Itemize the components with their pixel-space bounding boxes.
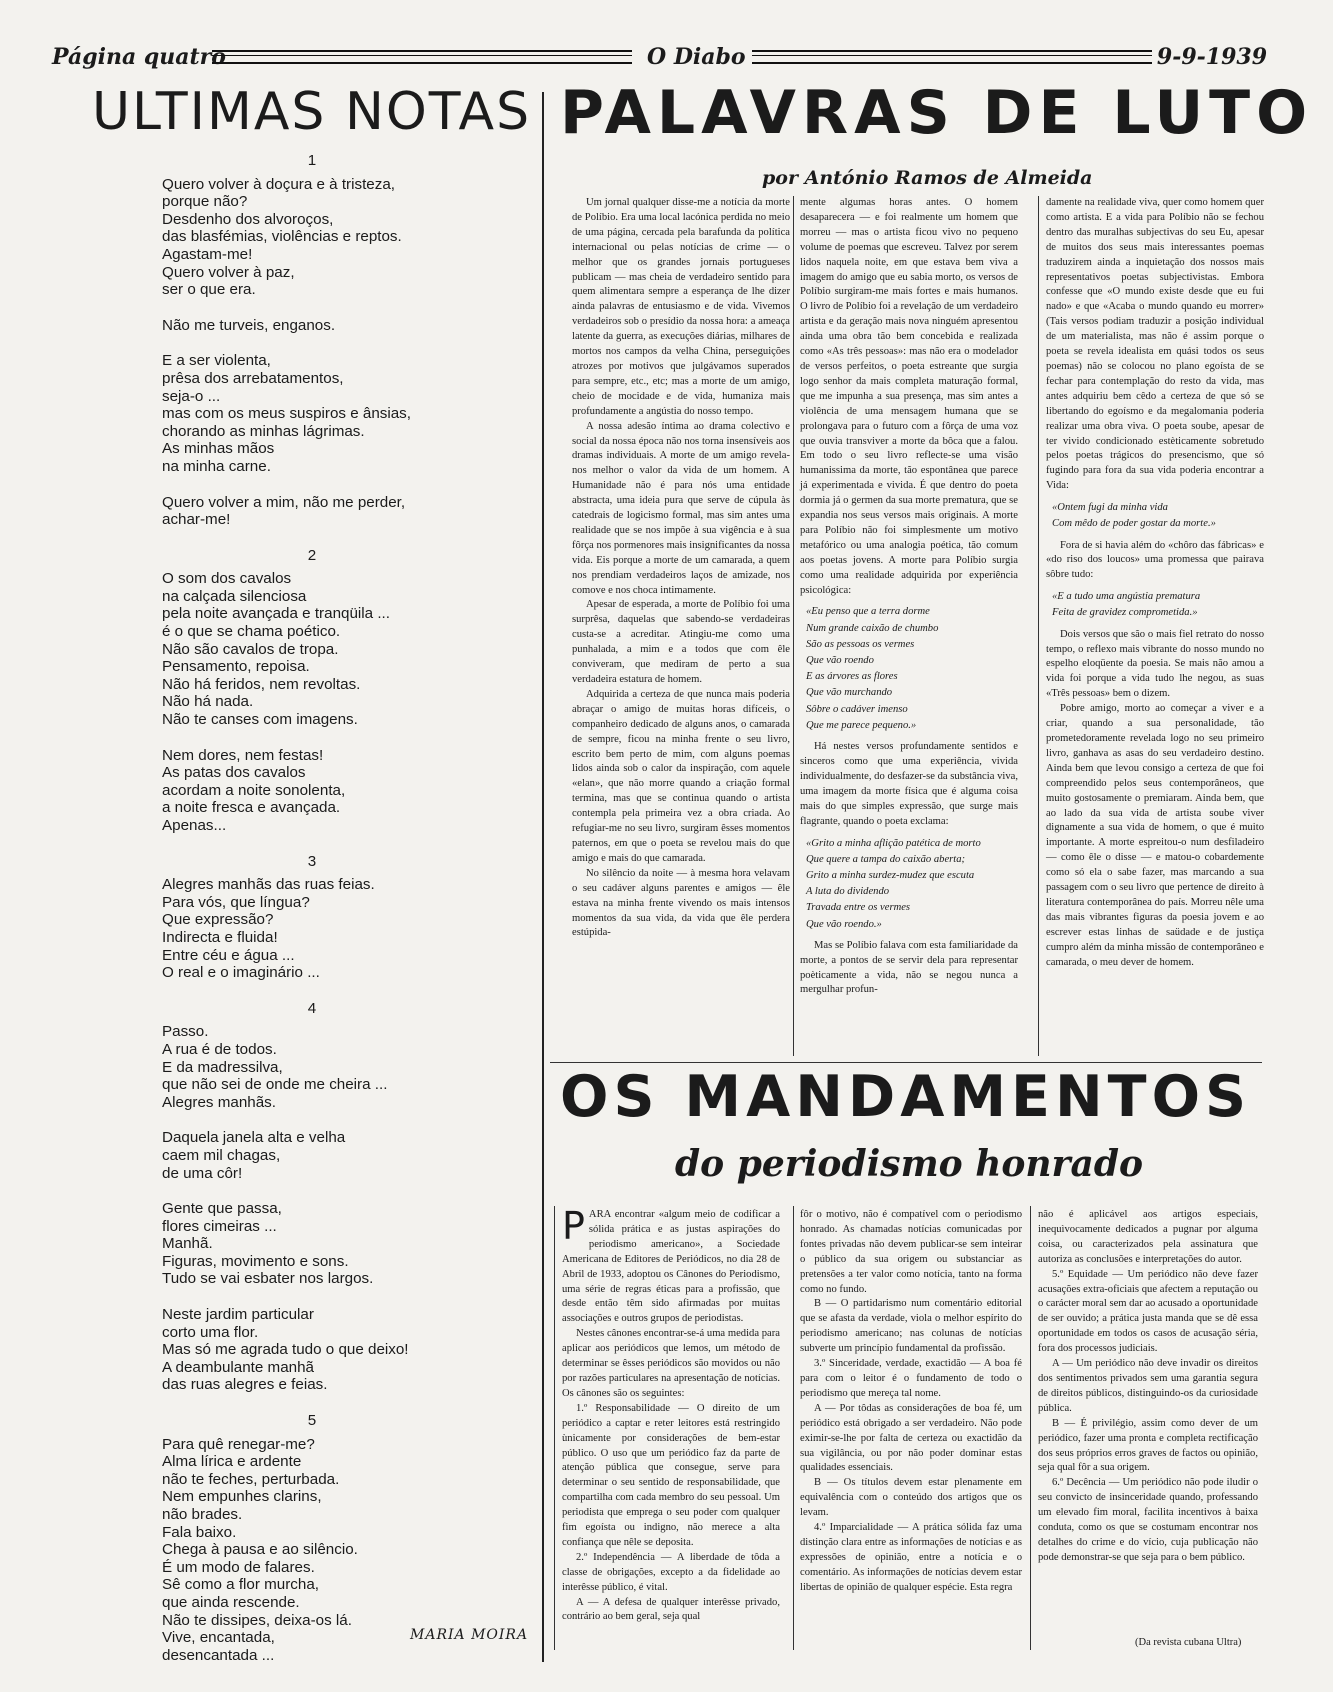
poem-line: Nem empunhes clarins, <box>162 1488 322 1506</box>
paragraph <box>800 740 1018 829</box>
poem-line: Quero volver a mim, não me perder, <box>162 493 406 511</box>
poem-stanza <box>162 747 522 835</box>
poem-line: Pensamento, repoisa. <box>162 658 310 676</box>
paragraph-text: Apesar de esperada, a morte de Políbio foi uma surprêsa, daquelas que sabendo-se verdadeiras custa-se a acreditar. Atingiu-me como uma punhalada, a mim e a todos que com êle conviveram, que mediram de perto a sua verdadeira estatura de homem. <box>572 599 790 685</box>
paragraph <box>1038 1208 1258 1268</box>
poem-line: E a ser violenta, <box>162 352 271 370</box>
poem-title: ULTIMAS NOTAS <box>92 82 532 142</box>
paragraph-text: A nossa adesão íntima ao drama colectivo e social da nossa época não nos torna insensíveis aos dramas individuais. A morte de um amigo revela-nos melhor o valor da vida de um homem. A Humanidade não é para nós uma entidade abstracta, uma ideia pura que serve de cúpula às catedrais de logicismo formal, mas sim antes uma realidade que se nos impõe à sua vigência e à sua fôrça nos pormenores mais insignificantes da nossa vida. Eis porque a morte de um camarada, a quem nos prendiam verdadeiros laços de amizade, nos comove e nos choca intimamente. <box>572 420 790 596</box>
verse-line: Que quere a tampa do caixão aberta; <box>806 853 966 865</box>
poem-stanza <box>162 317 522 335</box>
poem-line: Manhã. <box>162 1235 213 1253</box>
poem-stanza <box>162 1200 522 1288</box>
section-title: OS MANDAMENTOS <box>560 1064 1252 1130</box>
paragraph-text: B — É privilégio, assim como dever de um periódico, fazer uma pronta e completa rectificação dos seus próprios erros graves de factos ou opinião, seja qual fôr a sua origem. <box>1038 1417 1258 1474</box>
verse-line: Feita de gravidez comprometida.» <box>1052 607 1198 619</box>
verse-line: São as pessoas os vermes <box>806 638 915 650</box>
poem-line: Desdenho dos alvoroços, <box>162 210 334 228</box>
poem-line: flores cimeiras ... <box>162 1217 277 1235</box>
verse-line: «Grito a minha aflição patética de morto <box>806 837 981 849</box>
poem-line: Gente que passa, <box>162 1200 282 1218</box>
poem-line: O real e o imaginário ... <box>162 964 320 982</box>
poem-line: ser o que era. <box>162 281 256 299</box>
poem-line: Não há nada. <box>162 693 254 711</box>
poem-line: na minha carne. <box>162 457 271 475</box>
poem-line: corto uma flor. <box>162 1323 259 1341</box>
poem-line: é o que se chama poético. <box>162 623 341 641</box>
paragraph-text: B — O partidarismo num comentário editorial que se afasta da verdade, viola o melhor espírito do periodismo americano; nas colunas de notícias subverte um princípio fundamental da profissão. <box>800 1298 1022 1355</box>
column-rule <box>793 196 794 1056</box>
paragraph <box>800 1521 1022 1596</box>
poem-line: porque não? <box>162 193 248 211</box>
poem-line: das blasfémias, violências e reptos. <box>162 228 402 246</box>
poem-line: Tudo se vai esbater nos largos. <box>162 1270 374 1288</box>
paragraph <box>1038 1357 1258 1417</box>
poem-line: As patas dos cavalos <box>162 764 306 782</box>
verse-line: Que vão roendo <box>806 655 874 667</box>
paragraph <box>562 1327 780 1402</box>
quoted-verse <box>1046 589 1264 621</box>
paragraph <box>800 1402 1022 1477</box>
paragraph <box>1046 628 1264 703</box>
paragraph <box>800 939 1018 999</box>
page-number: Página quatro <box>52 44 226 70</box>
section-subtitle: do periodismo honrado <box>675 1143 1144 1185</box>
paragraph-text: 6.º Decência — Um periódico não pode iludir o seu convicto de insinceridade quando, professando um elevado fim moral, facilita incentivos à baixa conduta, como os que se costumam encontrar nos detalhes do crime e do vício, cuja publicação não pode demonstrar-se que seja para o bem público. <box>1038 1477 1258 1563</box>
poem-line: E da madressilva, <box>162 1058 283 1076</box>
quoted-verse <box>1046 500 1264 532</box>
paragraph <box>562 1204 780 1327</box>
verse-line: Travada entre os vermes <box>806 902 911 914</box>
paragraph <box>572 420 790 599</box>
poem-line: Indirecta e fluida! <box>162 928 278 946</box>
paragraph-text: fôr o motivo, não é compatível com o periodismo honrado. As chamadas notícias comunicadas por fontes privadas não devem publicar-se sem inteirar o público da sua origem ou substanciar as pretensões a ter valor como notícia, tanto na forma como no fundo. <box>800 1209 1022 1295</box>
mandamentos-column-3 <box>1038 1208 1258 1566</box>
paragraph-text: A — Um periódico não deve invadir os direitos dos sentimentos privados sem uma garantia segura de direitos públicos, distinguindo-os da curiosidade pública. <box>1038 1358 1258 1414</box>
poem-section-number: 2 <box>307 546 317 564</box>
poem-line: Sê como a flor murcha, <box>162 1576 319 1594</box>
verse-line: Que me parece pequeno.» <box>806 719 917 731</box>
poem-line: Não são cavalos de tropa. <box>162 640 339 658</box>
paragraph <box>1038 1476 1258 1565</box>
paragraph <box>800 1208 1022 1297</box>
paragraph <box>800 1297 1022 1357</box>
paragraph <box>572 688 790 867</box>
article-column-1 <box>572 196 790 941</box>
poem-line: Neste jardim particular <box>162 1306 314 1324</box>
paragraph <box>1046 702 1264 970</box>
quoted-verse <box>800 836 1018 933</box>
poem-line: Daquela janela alta e velha <box>162 1129 346 1147</box>
poem-line: Quero volver à paz, <box>162 263 295 281</box>
paragraph-text: 5.º Equidade — Um periódico não deve fazer acusações extra-oficiais que afectem a reputação ou o carácter moral sem dar ao acusado a oportunidade de ser ouvido; a prática justa manda que se dê essa oportunidade em todos os casos de acusação séria, fora dos processos judiciais. <box>1038 1268 1259 1355</box>
poem-line: desencantada ... <box>162 1646 275 1664</box>
poem-line: caem mil chagas, <box>162 1146 281 1164</box>
verse-line: «Ontem fugi da minha vida <box>1052 502 1168 514</box>
paragraph <box>800 1357 1022 1402</box>
paragraph-text: No silêncio da noite — à mesma hora velavam o seu cadáver alguns parentes e amigos — êle estava na minha frente vivendo os mais intensos momentos da sua vida, da vida que êle perdera estúpida- <box>572 867 790 939</box>
poem-line: Não te dissipes, deixa-os lá. <box>162 1611 352 1629</box>
poem-body <box>162 150 522 1682</box>
verse-line: Num grande caixão de chumbo <box>806 622 939 634</box>
poem-line: pela noite avançada e tranqüila ... <box>162 605 390 623</box>
poem-line: Fala baixo. <box>162 1523 237 1541</box>
masthead-rule-left <box>212 50 632 64</box>
poem-line: Apenas... <box>162 817 227 834</box>
poem-stanza <box>162 176 522 299</box>
section-rule <box>550 1062 1262 1063</box>
poem-line: As minhas mãos <box>162 440 275 458</box>
paragraph-text: 2.º Independência — A liberdade de tôda a classe de obrigações, excepto a da fidelidade ao interêsse público, é vital. <box>562 1551 780 1593</box>
paragraph <box>1038 1268 1258 1357</box>
poem-line: Alma lírica e ardente <box>162 1453 302 1471</box>
poem-line: Para vós, que língua? <box>162 893 310 911</box>
verse-line: Que vão roendo.» <box>806 918 882 930</box>
paragraph-text: Dois versos que são o mais fiel retrato do nosso tempo, o reflexo mais vibrante do nosso mundo no espelho eloqüente da poesia. Se mais não amou a vida foi porque a vida tudo lhe negou, as suas «Três pessoas» bem o dizem. <box>1046 628 1264 700</box>
poem-line: Alegres manhãs das ruas feias. <box>162 876 375 894</box>
paragraph-text: 4.º Imparcialidade — A prática sólida faz uma distinção clara entre as informações de notícias e as expressões de opinião, entre a notícia e o comentário. As informações de notícias devem estar libertas de opinião de qualquer espécie. Esta regra <box>800 1522 1022 1593</box>
paragraph-text: Pobre amigo, morto ao começar a viver e a criar, quando a sua personalidade, tão prometedoramente revelada logo no seu primeiro livro, ganhava as asas do seu verdadeiro destino. Ainda bem que levou consigo a certeza de que foi compreendido pelos seus contemporâneos, que muito gostosamente o premiaram. Ainda bem, que ao lado da sua vida de artista soube viver dignamente a sua vida de homem, o que é muito importante. A morte espreitou-o num desfiladeiro — como êle o disse — e matou-o cobardemente como só ela o sabe fazer, mas marcando a sua passagem com o seu livro que pertence de direito à literatura contemporânea do país. Morreu nêle uma das mais vibrantes figuras da poesia jovem e ao escrever estas linhas de saüdade e de justiça cumpro além da minha missão de contemporâneo e camarada, o meu dever de homem. <box>1046 703 1264 968</box>
masthead <box>52 38 1267 78</box>
article-column-2 <box>800 196 1018 998</box>
issue-date: 9-9-1939 <box>1156 44 1267 70</box>
paragraph-text: 1.º Responsabilidade — O direito de um periódico a captar e reter leitores está restringido ùnicamente por considerações de bem-estar público. O uso que um periódico faz da parte de atenção pública que consegue, serve para determinar o seu sentido de responsabilidade, que compartilha com cada membro do seu pessoal. Um periodista que emprega o seu poder com qualquer fim egoísta ou indigno, não merece a alta confiança que nêle se deposita. <box>562 1402 780 1548</box>
paragraph-text: 3.º Sinceridade, verdade, exactidão — A boa fé para com o leitor é o fundamento de todo o periodismo que mereça tal nome. <box>800 1358 1022 1399</box>
poem-stanza <box>162 494 522 529</box>
poem-line: Figuras, movimento e sons. <box>162 1252 349 1270</box>
poem-line: não te feches, perturbada. <box>162 1470 340 1488</box>
poem-line: chorando as minhas lágrimas. <box>162 422 365 440</box>
paragraph-text: A — Por tôdas as considerações de boa fé, um periódico está obrigado a ser verdadeiro. Não pode eximir-se-lhe por falta de certeza ou exactidão da sua vigilância, ou por não poder dominar estas qualidades essenciais. <box>800 1402 1022 1474</box>
poem-line: prêsa dos arrebatamentos, <box>162 369 344 387</box>
poem-line: Nem dores, nem festas! <box>162 746 324 764</box>
poem-stanza <box>162 1129 522 1182</box>
verse-line: Grito a minha surdez-mudez que escuta <box>806 869 975 881</box>
poem-section-number: 4 <box>307 999 317 1017</box>
poem-line: Alegres manhãs. <box>162 1093 276 1111</box>
column-divider <box>542 92 544 1662</box>
paragraph-text: mente algumas horas antes. O homem desaparecera — e foi realmente um homem que morreu — mas o artista ficou vivo no pequeno volume de poemas que escreveu. Talvez por serem lidos naquela noite, em que estava bem viva a imagem do amigo que eu sabia morto, os versos de Políbio surgiram-me mais fortes e mais humanos. O livro de Políbio foi a revelação de um verdadeiro artista e da geração mais nova ninguém apresentou ainda uma obra tão bem concebida e realizada como «As três pessoas»: mas não era o modelador de versos perfeitos, o poeta estreante que surgia logo senhor da mais completa maturação formal, que me impunha a sua presença, mas sim antes a violência de uma mensagem humana que se prolongava para o futuro com a fôrça de uma voz que ouvia transviver a morte da bôca que a falou. Em todo o seu livro reflecte-se uma visão humanissima da morte, tão espontânea que parece já experimentada e vivida. É que dentro do poeta dormia já o germen da sua morte prematura, que se expandia nos seus versos mais originais. A morte para Políbio não foi simplesmente um motivo metafórico ou uma analogia poética, tão comum aos poetas jovens. A morte para Políbio surgia como uma realidade adquirida por experiência psicológica: <box>800 197 1018 596</box>
paragraph-text: damente na realidade viva, quer como homem quer como artista. E a vida para Políbio não se fechou dentro das muralhas subjectivas do seu Eu, apesar de muitos dos seus mais interessantes poemas traduzirem ainda a inquietação dos nossos mais representativos poetas subjectivistas. Embora confesse que «O mundo existe desde que eu fui nado» e que «Acaba o mundo quando eu morrer» (Tais versos podiam traduzir a posição individual de um materialista, mas não é assim porque o poeta se revela idealista em quási todos os seus poemas) não se colocou no plano egoísta de se fechar para contemplação do resto da vida, mas antes adquiriu bem cêdo a certeza de que só se libertando do egoísmo e da megalomania poderia realizar uma obra viva. O poeta soube, apesar de ter vivido condicionado estèticamente sobretudo pelos poetas trágicos do presencismo, que só fugindo para fora da sua vida poderia encontrar a Vida: <box>1046 197 1264 492</box>
verse-line: Sôbre o cadáver imenso <box>806 703 908 715</box>
paragraph-text: Há nestes versos profundamente sentidos e sinceros como que uma experiência, vivida individualmente, do desfazer-se da substância viva, uma imagem da morte física que é alguma coisa mais do que simples expressão, que surge mais flagrante, quando o poeta exclama: <box>800 741 1018 827</box>
column-rule <box>793 1206 794 1650</box>
poem-line: achar-me! <box>162 511 231 529</box>
poem-stanza <box>162 876 522 982</box>
verse-line: «Eu penso que a terra dorme <box>806 606 930 618</box>
poem-line: que não sei de onde me cheira ... <box>162 1076 388 1094</box>
poem-line: Não há feridos, nem revoltas. <box>162 675 361 693</box>
poem-line: na calçada silenciosa <box>162 587 307 605</box>
poem-line: das ruas alegres e feias. <box>162 1376 328 1394</box>
newspaper-name: O Diabo <box>647 44 746 70</box>
poem-line: Não me turveis, enganos. <box>162 316 336 334</box>
poem-line: O som dos cavalos <box>162 570 292 588</box>
poem-author: MARIA MOIRA <box>410 1627 529 1643</box>
poem-line: Quero volver à doçura e à tristeza, <box>162 175 395 193</box>
poem-line: a noite fresca e avançada. <box>162 799 341 817</box>
poem-line: Não te canses com imagens. <box>162 711 358 729</box>
poem-line: que ainda rescende. <box>162 1593 300 1611</box>
paragraph <box>800 1476 1022 1521</box>
poem-stanza <box>162 1023 522 1111</box>
verse-line: A luta do dividendo <box>806 886 890 898</box>
verse-line: Que vão murchando <box>806 687 893 699</box>
poem-section-number: 5 <box>307 1412 317 1430</box>
paragraph-text: A — A defesa de qualquer interêsse privado, contrário ao bem geral, seja qual <box>562 1596 780 1623</box>
poem-line: mas com os meus suspiros e ânsias, <box>162 405 411 423</box>
paragraph-text: não é aplicável aos artigos especiais, inequìvocamente dedicados a pugnar por alguma coisa, ou caracterizados pela assinatura que autoriza as conclusões e interpretações do autor. <box>1038 1209 1258 1265</box>
poem-line: Mas só me agrada tudo o que deixo! <box>162 1341 409 1359</box>
paragraph-text: Nestes cânones encontrar-se-á uma medida para aplicar aos periódicos que lemos, um método de determinar se êsses periódicos são movidos ou não por razões particulares na apresentação de notícias. Os cânones são os seguintes: <box>562 1328 780 1399</box>
poem-section-number: 3 <box>307 852 317 870</box>
mandamentos-column-2 <box>800 1208 1022 1596</box>
poem-line: Entre céu e água ... <box>162 946 295 964</box>
paragraph-text: Um jornal qualquer disse-me a notícia da morte de Políbio. Era uma local lacónica perdida no meio de uma página, cercada pela barafunda da política internacional ou pelas notícias de crime — o melhor que os grandes jornais portugueses publicam — mas cheia de verdadeiro sentido para quem alimentara sempre a esperança de lhe dizer ainda palavras de entusiasmo e de vida. Vivemos verdadeiros sob o presídio da nossa hora: a ameaça latente da guerra, as execuções diárias, milhares de mortos nos campos da velha China, perseguições atrozes por motivos que julgávamos superados para sempre, etc., etc; mas a morte de um amigo, cheio de mocidade e de vida, humaniza mais profundamente a angústia do nosso tempo. <box>572 197 790 417</box>
poem-line: É um modo de falares. <box>162 1558 315 1576</box>
poem-line: seja-o ... <box>162 387 221 405</box>
poem-stanza <box>162 570 522 728</box>
quoted-verse <box>800 604 1018 734</box>
mandamentos-column-1 <box>562 1204 780 1625</box>
poem-stanza <box>162 1306 522 1394</box>
paragraph <box>572 867 790 942</box>
poem-line: acordam a noite sonolenta, <box>162 781 346 799</box>
paragraph <box>562 1402 780 1551</box>
verse-line: Com mêdo de poder gostar da morte.» <box>1052 518 1216 530</box>
verse-line: E as árvores as flores <box>806 671 898 683</box>
column-rule <box>1030 1206 1031 1650</box>
poem-line: Chega à pausa e ao silêncio. <box>162 1541 358 1559</box>
source-credit: (Da revista cubana Ultra) <box>1135 1637 1242 1648</box>
paragraph <box>1038 1417 1258 1477</box>
poem-line: Para quê renegar-me? <box>162 1435 315 1453</box>
column-rule <box>1038 196 1039 1056</box>
paragraph <box>800 196 1018 598</box>
article-byline: por António Ramos de Almeida <box>762 167 1093 189</box>
paragraph-text: Adquirida a certeza de que nunca mais poderia abraçar o amigo de muitas horas difíceis, o companheiro dedicado de alguns anos, o camarada de sempre, ficou na minha frente o seu livro, escrito bem perto de mim, com alguns poemas lidos ainda sob o calor da inspiração, com aquele «elan», que não morre quando a criação formal termina, mas que se continua quando o artista contempla pela primeira vez a obra criada. Ao refugiar-me no seu livro, surgiram êsses momentos paternos, em que o poeta se revelou mais do que amigo e mais do que camarada. <box>572 688 790 864</box>
poem-line: Vive, encantada, <box>162 1629 275 1647</box>
poem-line: não brades. <box>162 1506 243 1523</box>
paragraph <box>562 1551 780 1596</box>
paragraph <box>1046 196 1264 494</box>
poem-line: de uma côr! <box>162 1164 243 1182</box>
poem-line: A rua é de todos. <box>162 1040 277 1058</box>
poem-section-number: 1 <box>307 152 317 169</box>
paragraph <box>572 598 790 687</box>
paragraph-text: Fora de si havia além do «chôro das fábricas» e «do riso dos loucos» uma promessa que pairava sôbre tudo: <box>1046 539 1264 581</box>
column-rule <box>554 1206 555 1650</box>
poem-line: Passo. <box>162 1023 209 1041</box>
paragraph <box>1046 539 1264 584</box>
paragraph-text: ARA encontrar «algum meio de codificar a sólida prática e as justas aspirações do periodismo americano», a Sociedade Americana de Editores de Periódicos, no dia 28 de Abril de 1933, adoptou os Cânones do Periodismo, uma série de regras éticas para a profissão, que desde então têm sido afirmadas por muitas associações e outros grupos de periodistas. <box>562 1209 780 1325</box>
article-column-3 <box>1046 196 1264 971</box>
article-title: PALAVRAS DE LUTO <box>560 78 1314 148</box>
paragraph <box>572 196 790 420</box>
poem-line: A deambulante manhã <box>162 1358 314 1376</box>
poem-line: Que expressão? <box>162 911 274 929</box>
paragraph <box>562 1596 780 1626</box>
drop-cap: P <box>562 1204 585 1248</box>
poem-line: Agastam-me! <box>162 245 253 263</box>
poem-stanza <box>162 352 522 475</box>
paragraph-text: Mas se Políbio falava com esta familiaridade da morte, a pontos de se servir dela para representar poèticamente a vida, não se negou nunca a mergulhar profun- <box>800 939 1018 996</box>
verse-line: «E a tudo uma angústia prematura <box>1052 591 1201 603</box>
paragraph-text: B — Os títulos devem estar plenamente em equivalência com o conteúdo dos artigos que os levam. <box>800 1477 1022 1519</box>
masthead-rule-right <box>752 50 1152 64</box>
